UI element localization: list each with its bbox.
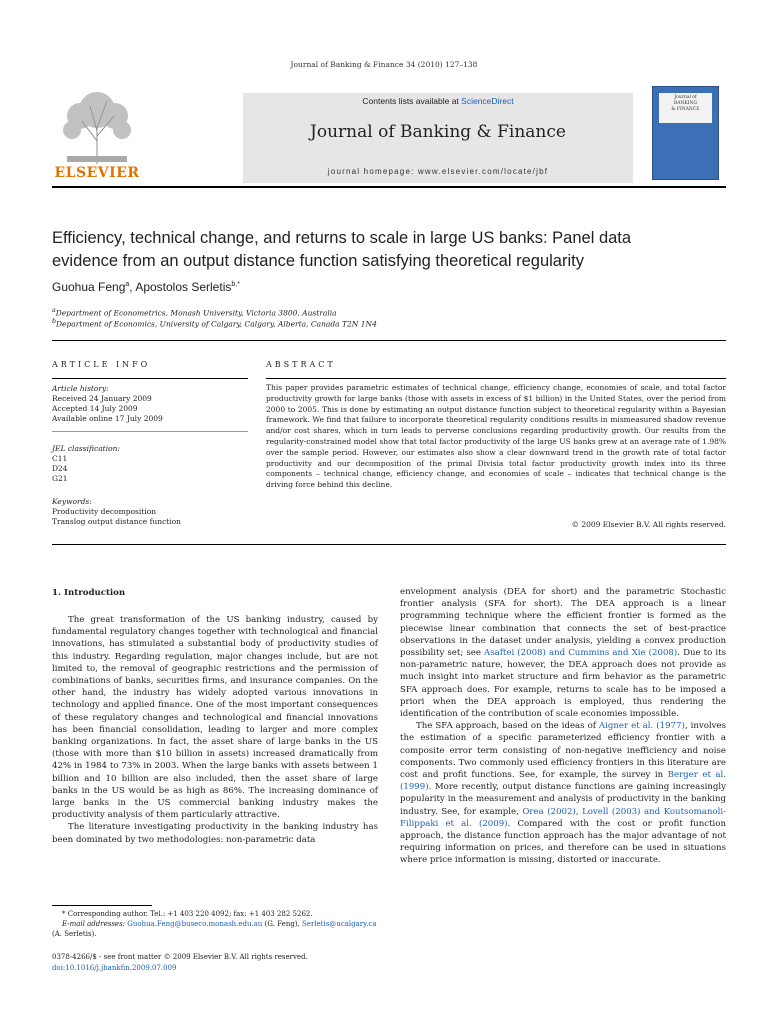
author-separator: ,	[129, 280, 136, 294]
history-accepted: Accepted 14 July 2009	[52, 404, 138, 413]
keyword: Productivity decomposition	[52, 507, 157, 516]
author-serletis-sup: b,*	[231, 281, 240, 288]
journal-citation: Journal of Banking & Finance 34 (2010) 127–138	[290, 60, 478, 69]
contents-prefix: Contents lists available at	[362, 96, 462, 106]
header-rule	[52, 186, 726, 188]
journal-cover-thumbnail	[652, 86, 719, 180]
abstract-heading: ABSTRACT	[266, 360, 336, 369]
paper-title	[52, 227, 732, 273]
elsevier-wordmark: ELSEVIER	[54, 165, 140, 181]
affiliation-b	[52, 318, 377, 329]
footnotes	[52, 909, 382, 939]
email-feng[interactable]: Guohua.Feng@buseco.monash.edu.au	[127, 920, 263, 928]
email-addresses	[52, 919, 382, 929]
right-paragraph-2	[400, 720, 726, 866]
keywords	[52, 497, 248, 527]
right-p2-text-c: . More recently, output distance functions are gaining increasingly popularity in the measurement and analysis of productivity in the banking industry. See, for example,	[400, 782, 726, 817]
ref-orea-lovell-koutsomanoli[interactable]: Orea (2002), Lovell (2003) and Koutsomanoli-Filippaki et al. (2009)	[400, 806, 727, 829]
author-feng-sup: a	[125, 281, 130, 288]
contents-line	[243, 96, 633, 106]
email-feng-who: (G. Feng),	[262, 920, 302, 928]
article-info-heading: ARTICLE INFO	[52, 360, 151, 369]
right-paragraph-1	[400, 586, 726, 720]
affiliation-a	[52, 307, 337, 318]
title-line-2: evidence from an output distance function satisfying theoretical regularity	[52, 252, 584, 270]
author-serletis[interactable]: Apostolos Serletis	[135, 280, 232, 294]
author-list	[52, 280, 240, 294]
right-p2-text-b: , involves the estimation of a specific parameterized efficiency frontier with a composite error term consisting of non-negative inefficiency and noise components. Two commonly used efficiency frontiers in this literature are cost and profit functions. See, for example, the survey in	[400, 721, 726, 781]
history-received: Received 24 January 2009	[52, 394, 152, 403]
history-rule	[52, 431, 248, 432]
history-online: Available online 17 July 2009	[52, 414, 163, 423]
cover-line2: BANKING	[673, 101, 698, 106]
email-serletis-who: (A. Serletis).	[52, 930, 97, 938]
cover-line1: Journal of	[674, 95, 697, 100]
ref-aigner[interactable]: Aigner et al. (1977)	[598, 721, 685, 732]
jel-code: D24	[52, 464, 68, 473]
article-history	[52, 384, 248, 424]
section-heading-introduction: 1. Introduction	[52, 588, 126, 598]
email-label: E-mail addresses:	[62, 920, 128, 928]
corresponding-author: * Corresponding author. Tel.: +1 403 220 4092; fax: +1 403 282 5262.	[62, 910, 313, 918]
right-p2-text-d: . Compared with the cost or profit function approach, the distance function approach has the major advantage of not requiring information on prices, and therefore can be used in situations where price information is missing, distorted or inaccurate.	[400, 818, 726, 866]
keyword: Translog output distance function	[52, 517, 182, 526]
journal-title: Journal of Banking & Finance	[310, 122, 566, 142]
author-feng[interactable]: Guohua Feng	[52, 280, 126, 294]
affiliation-a-sup: a	[52, 307, 56, 314]
intro-paragraph-2: The literature investigating productivity in the banking industry has been dominated by two methodologies: non-parametric data	[52, 822, 378, 845]
footnote-rule	[52, 905, 152, 906]
issn-line: 0378-4266/$ - see front matter © 2009 Elsevier B.V. All rights reserved.	[52, 953, 308, 961]
jel-code: G21	[52, 474, 68, 483]
right-column	[400, 586, 726, 867]
title-line-1: Efficiency, technical change, and returns to scale in large US banks: Panel data	[52, 229, 632, 247]
right-p1-text-a: envelopment analysis (DEA for short) and the parametric Stochastic frontier analysis (SFA for short). The DEA approach is a linear programming technique where the efficient frontier is formed as the piecewise linear combination that connects the set of best-practice observations in the dataset under analysis, yielding a convex production possibility set; see	[400, 587, 726, 659]
abstract-text: This paper provides parametric estimates of technical change, efficiency change, economies of scale, and total factor productivity growth for large banks (those with assets in excess of $1 billion) in the United States, over the period from 2000 to 2005. This is done by estimating an output distance function subject to theoretical regularity within a Bayesian framework. We find that failure to incorporate theoretical regularity conditions results in mismeasured shadow revenue and/or cost shares, which in turn leads to perverse conclusions regarding productivity growth. Our results from the regularity-constrained model show that total factor productivity of the large US banks grew at an average rate of 1.98% over the sample period. However, our estimates also show a clear downward trend in the growth rate of total factor productivity and our decomposition of the primal Divisia total factor productivity growth index into its three components – technical change, efficiency change, and economies of scale – indicates that technical change is the driving force behind this decline.	[266, 383, 726, 490]
abstract-rule	[266, 378, 726, 379]
abstract-copyright: © 2009 Elsevier B.V. All rights reserved.	[571, 520, 726, 529]
jel-label: JEL classification:	[52, 444, 120, 453]
bottom-info	[52, 952, 382, 974]
right-p2-text-a: The SFA approach, based on the ideas of	[416, 721, 599, 732]
email-serletis[interactable]: Serletis@ucalgary.ca	[302, 920, 377, 928]
doi-link[interactable]: doi:10.1016/j.jbankfin.2009.07.009	[52, 964, 177, 972]
ref-asaftei-cummins[interactable]: Asaftei (2008) and Cummins and Xie (2008)	[484, 648, 678, 659]
intro-paragraph-1: The great transformation of the US banking industry, caused by fundamental regulatory changes together with technological and financial innovations, has stimulated a substantial body of productivity studies of this industry. Regarding regulation, major changes include, but are not limited to, the removal of geographic restrictions and the permission of combinations of banks, securities firms, and insurance companies. On the other hand, the industry has widely adopted various innovations in technology and applied finance. One of the most important consequences of these regulatory changes and technological and financial innovations has been financial consolidation, leading to larger and more complex banking organizations. In fact, the asset share of large banks in the US (those with more than $10 billion in assets) increased dramatically from 42% in 1984 to 73% in 2003. When the large banks with assets between 1 billion and 10 billion are also included, then the asset share of large banks in the US would be as high as 86%. The increasing dominance of large banks in the US commercial banking industry makes the productivity analysis of them particularly attractive.	[52, 615, 378, 821]
affiliation-b-text: Department of Economics, University of Calgary, Calgary, Alberta, Canada T2N 1N4	[56, 319, 377, 329]
history-label: Article history:	[52, 384, 109, 393]
abstract-bottom-rule	[52, 544, 726, 545]
affiliation-rule	[52, 340, 726, 341]
jel-classification	[52, 444, 248, 484]
ref-berger[interactable]: Berger et al. (1999)	[400, 770, 726, 793]
right-p1-text-b: . Due to its non-parametric nature, however, the DEA approach does not provide as much insight into market structure and firm behavior as the parametric SFA approach does. For example, returns to scale has to be imposed a priori when the DEA approach is employed, thus rendering the identification of the contribution of scale economies impossible.	[400, 648, 727, 720]
cover-line3: & FINANCE	[671, 107, 700, 112]
keywords-label: Keywords:	[52, 497, 92, 506]
sciencedirect-link[interactable]: ScienceDirect	[461, 96, 514, 106]
affiliation-b-sup: b	[52, 318, 57, 325]
affiliation-a-text: Department of Econometrics, Monash University, Victoria 3800, Australia	[55, 308, 337, 318]
article-info-rule	[52, 378, 248, 379]
left-column	[52, 614, 378, 846]
journal-homepage[interactable]: journal homepage: www.elsevier.com/locate/jbf	[327, 167, 549, 176]
jel-code: C11	[52, 454, 68, 463]
